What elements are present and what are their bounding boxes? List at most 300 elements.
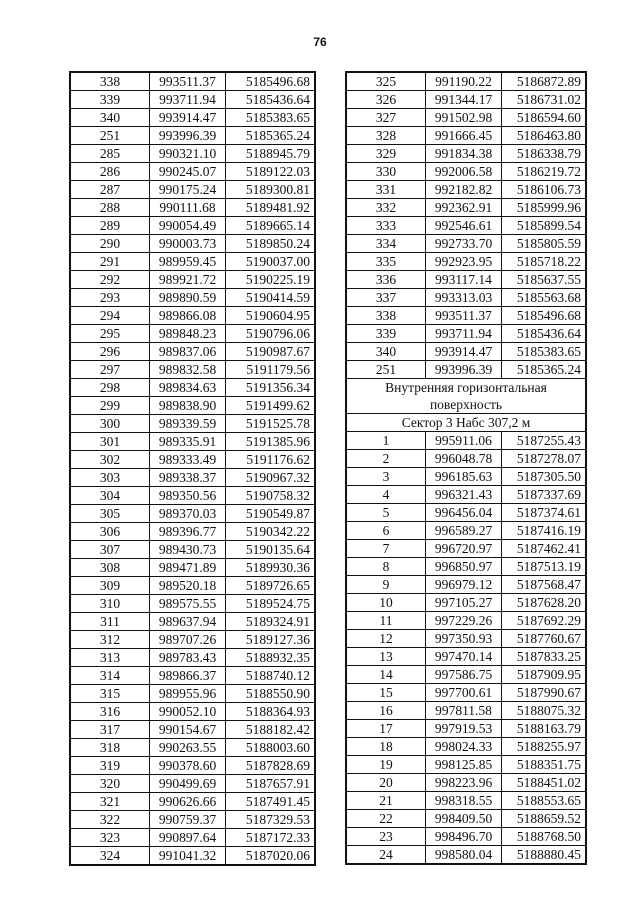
x-coordinate-cell: 989783.43: [150, 649, 226, 667]
y-coordinate-cell: 5185496.68: [502, 307, 587, 325]
x-coordinate-cell: 993914.47: [150, 109, 226, 127]
table-row: [70, 289, 315, 307]
section-title-line2: поверхность: [429, 397, 503, 412]
x-coordinate-cell: 989848.23: [150, 325, 226, 343]
right-table-body: [346, 72, 586, 864]
point-number-cell: 339: [70, 91, 150, 109]
x-coordinate-cell: 989837.06: [150, 343, 226, 361]
table-row: [70, 253, 315, 271]
table-row: [346, 612, 586, 630]
y-coordinate-cell: 5185365.24: [226, 127, 316, 145]
point-number-cell: 5: [346, 504, 426, 522]
point-number-cell: 320: [70, 775, 150, 793]
point-number-cell: 338: [346, 307, 426, 325]
point-number-cell: 327: [346, 109, 426, 127]
y-coordinate-cell: 5185718.22: [502, 253, 587, 271]
y-coordinate-cell: 5190987.67: [226, 343, 316, 361]
x-coordinate-cell: 989471.89: [150, 559, 226, 577]
y-coordinate-cell: 5187278.07: [502, 450, 587, 468]
y-coordinate-cell: 5187172.33: [226, 829, 316, 847]
y-coordinate-cell: 5187828.69: [226, 757, 316, 775]
point-number-cell: 299: [70, 397, 150, 415]
y-coordinate-cell: 5189850.24: [226, 235, 316, 253]
point-number-cell: 334: [346, 235, 426, 253]
table-row: [346, 468, 586, 486]
y-coordinate-cell: 5189665.14: [226, 217, 316, 235]
table-row: [346, 630, 586, 648]
table-row: [346, 307, 586, 325]
y-coordinate-cell: 5185496.68: [226, 72, 316, 91]
point-number-cell: 339: [346, 325, 426, 343]
x-coordinate-cell: 992733.70: [426, 235, 502, 253]
y-coordinate-cell: 5188182.42: [226, 721, 316, 739]
point-number-cell: 300: [70, 415, 150, 433]
y-coordinate-cell: 5189127.36: [226, 631, 316, 649]
x-coordinate-cell: 989866.08: [150, 307, 226, 325]
x-coordinate-cell: 997229.26: [426, 612, 502, 630]
point-number-cell: 297: [70, 361, 150, 379]
left-coordinates-table: [69, 71, 316, 866]
y-coordinate-cell: 5190135.64: [226, 541, 316, 559]
table-row: [70, 793, 315, 811]
x-coordinate-cell: 989350.56: [150, 487, 226, 505]
point-number-cell: 313: [70, 649, 150, 667]
point-number-cell: 291: [70, 253, 150, 271]
left-table-body: [70, 72, 315, 865]
point-number-cell: 335: [346, 253, 426, 271]
y-coordinate-cell: 5185805.59: [502, 235, 587, 253]
y-coordinate-cell: 5188364.93: [226, 703, 316, 721]
table-row: [346, 109, 586, 127]
table-row: [346, 810, 586, 828]
point-number-cell: 340: [346, 343, 426, 361]
x-coordinate-cell: 992923.95: [426, 253, 502, 271]
table-row: [346, 828, 586, 846]
table-row: [346, 558, 586, 576]
point-number-cell: 10: [346, 594, 426, 612]
x-coordinate-cell: 993511.37: [150, 72, 226, 91]
y-coordinate-cell: 5186731.02: [502, 91, 587, 109]
point-number-cell: 332: [346, 199, 426, 217]
table-row: [70, 739, 315, 757]
table-row: [70, 775, 315, 793]
table-row: [346, 684, 586, 702]
x-coordinate-cell: 989832.58: [150, 361, 226, 379]
point-number-cell: 287: [70, 181, 150, 199]
x-coordinate-cell: 997919.53: [426, 720, 502, 738]
table-row: [70, 307, 315, 325]
point-number-cell: 306: [70, 523, 150, 541]
point-number-cell: 14: [346, 666, 426, 684]
x-coordinate-cell: 990499.69: [150, 775, 226, 793]
point-number-cell: 2: [346, 450, 426, 468]
table-row: [70, 811, 315, 829]
y-coordinate-cell: 5190549.87: [226, 505, 316, 523]
section-title: [346, 379, 586, 414]
table-row: [346, 145, 586, 163]
y-coordinate-cell: 5191385.96: [226, 433, 316, 451]
x-coordinate-cell: 997470.14: [426, 648, 502, 666]
table-row: [346, 450, 586, 468]
point-number-cell: 251: [346, 361, 426, 379]
table-row: [70, 613, 315, 631]
y-coordinate-cell: 5188351.75: [502, 756, 587, 774]
point-number-cell: 18: [346, 738, 426, 756]
y-coordinate-cell: 5187329.53: [226, 811, 316, 829]
point-number-cell: 323: [70, 829, 150, 847]
point-number-cell: 309: [70, 577, 150, 595]
point-number-cell: 20: [346, 774, 426, 792]
x-coordinate-cell: 990175.24: [150, 181, 226, 199]
table-row: [70, 451, 315, 469]
x-coordinate-cell: 989338.37: [150, 469, 226, 487]
point-number-cell: 296: [70, 343, 150, 361]
y-coordinate-cell: 5187374.61: [502, 504, 587, 522]
x-coordinate-cell: 996321.43: [426, 486, 502, 504]
point-number-cell: 289: [70, 217, 150, 235]
x-coordinate-cell: 992006.58: [426, 163, 502, 181]
table-row: [346, 576, 586, 594]
table-row: [346, 540, 586, 558]
x-coordinate-cell: 996456.04: [426, 504, 502, 522]
table-row: [346, 181, 586, 199]
y-coordinate-cell: 5187760.67: [502, 630, 587, 648]
x-coordinate-cell: 998496.70: [426, 828, 502, 846]
section-title-line1: Внутренняя горизонтальная: [385, 380, 547, 395]
table-row: [346, 774, 586, 792]
y-coordinate-cell: 5191176.62: [226, 451, 316, 469]
table-row: [346, 235, 586, 253]
table-row: [346, 432, 586, 450]
point-number-cell: 316: [70, 703, 150, 721]
x-coordinate-cell: 993117.14: [426, 271, 502, 289]
table-row: [70, 145, 315, 163]
table-row: [70, 415, 315, 433]
point-number-cell: 325: [346, 72, 426, 91]
table-row: [346, 702, 586, 720]
point-number-cell: 15: [346, 684, 426, 702]
table-row: [346, 738, 586, 756]
x-coordinate-cell: 989339.59: [150, 415, 226, 433]
y-coordinate-cell: 5187833.25: [502, 648, 587, 666]
point-number-cell: 324: [70, 847, 150, 866]
point-number-cell: 322: [70, 811, 150, 829]
y-coordinate-cell: 5191356.34: [226, 379, 316, 397]
y-coordinate-cell: 5188550.90: [226, 685, 316, 703]
y-coordinate-cell: 5188255.97: [502, 738, 587, 756]
table-row: [70, 829, 315, 847]
x-coordinate-cell: 990111.68: [150, 199, 226, 217]
point-number-cell: 298: [70, 379, 150, 397]
x-coordinate-cell: 993914.47: [426, 343, 502, 361]
y-coordinate-cell: 5186338.79: [502, 145, 587, 163]
y-coordinate-cell: 5189726.65: [226, 577, 316, 595]
y-coordinate-cell: 5187909.95: [502, 666, 587, 684]
y-coordinate-cell: 5190758.32: [226, 487, 316, 505]
table-row: [70, 469, 315, 487]
table-row: [346, 72, 586, 91]
table-row: [346, 253, 586, 271]
point-number-cell: 328: [346, 127, 426, 145]
point-number-cell: 22: [346, 810, 426, 828]
x-coordinate-cell: 989959.45: [150, 253, 226, 271]
point-number-cell: 290: [70, 235, 150, 253]
x-coordinate-cell: 990245.07: [150, 163, 226, 181]
table-row: [70, 379, 315, 397]
x-coordinate-cell: 993313.03: [426, 289, 502, 307]
table-row: [346, 217, 586, 235]
point-number-cell: 311: [70, 613, 150, 631]
point-number-cell: 251: [70, 127, 150, 145]
point-number-cell: 337: [346, 289, 426, 307]
point-number-cell: 285: [70, 145, 150, 163]
point-number-cell: 326: [346, 91, 426, 109]
point-number-cell: 315: [70, 685, 150, 703]
table-row: [70, 631, 315, 649]
y-coordinate-cell: 5185436.64: [502, 325, 587, 343]
point-number-cell: 23: [346, 828, 426, 846]
table-row: [346, 289, 586, 307]
x-coordinate-cell: 996720.97: [426, 540, 502, 558]
y-coordinate-cell: 5187305.50: [502, 468, 587, 486]
y-coordinate-cell: 5190604.95: [226, 307, 316, 325]
x-coordinate-cell: 998318.55: [426, 792, 502, 810]
table-row: [70, 163, 315, 181]
y-coordinate-cell: 5185899.54: [502, 217, 587, 235]
x-coordinate-cell: 989370.03: [150, 505, 226, 523]
table-row: [70, 523, 315, 541]
point-number-cell: 310: [70, 595, 150, 613]
y-coordinate-cell: 5188451.02: [502, 774, 587, 792]
y-coordinate-cell: 5186463.80: [502, 127, 587, 145]
point-number-cell: 295: [70, 325, 150, 343]
x-coordinate-cell: 997105.27: [426, 594, 502, 612]
table-row: [346, 486, 586, 504]
right-coordinates-table: [345, 71, 587, 865]
section-title-row: [346, 379, 586, 414]
x-coordinate-cell: 992362.91: [426, 199, 502, 217]
point-number-cell: 21: [346, 792, 426, 810]
y-coordinate-cell: 5191525.78: [226, 415, 316, 433]
table-row: [70, 757, 315, 775]
y-coordinate-cell: 5187568.47: [502, 576, 587, 594]
point-number-cell: 294: [70, 307, 150, 325]
table-row: [70, 181, 315, 199]
table-row: [346, 756, 586, 774]
table-row: [70, 685, 315, 703]
table-row: [346, 271, 586, 289]
x-coordinate-cell: 989333.49: [150, 451, 226, 469]
x-coordinate-cell: 989838.90: [150, 397, 226, 415]
table-row: [70, 433, 315, 451]
x-coordinate-cell: 991344.17: [426, 91, 502, 109]
y-coordinate-cell: 5189524.75: [226, 595, 316, 613]
table-row: [70, 343, 315, 361]
x-coordinate-cell: 990052.10: [150, 703, 226, 721]
x-coordinate-cell: 995911.06: [426, 432, 502, 450]
y-coordinate-cell: 5190342.22: [226, 523, 316, 541]
table-row: [346, 325, 586, 343]
table-row: [346, 127, 586, 145]
y-coordinate-cell: 5187628.20: [502, 594, 587, 612]
x-coordinate-cell: 989890.59: [150, 289, 226, 307]
point-number-cell: 307: [70, 541, 150, 559]
point-number-cell: 318: [70, 739, 150, 757]
y-coordinate-cell: 5188659.52: [502, 810, 587, 828]
y-coordinate-cell: 5185563.68: [502, 289, 587, 307]
table-row: [70, 361, 315, 379]
point-number-cell: 13: [346, 648, 426, 666]
point-number-cell: 305: [70, 505, 150, 523]
y-coordinate-cell: 5187491.45: [226, 793, 316, 811]
point-number-cell: 321: [70, 793, 150, 811]
x-coordinate-cell: 998223.96: [426, 774, 502, 792]
x-coordinate-cell: 997350.93: [426, 630, 502, 648]
x-coordinate-cell: 998580.04: [426, 846, 502, 865]
page-number: 76: [313, 35, 327, 49]
point-number-cell: 304: [70, 487, 150, 505]
x-coordinate-cell: 990378.60: [150, 757, 226, 775]
x-coordinate-cell: 993711.94: [426, 325, 502, 343]
y-coordinate-cell: 5189122.03: [226, 163, 316, 181]
point-number-cell: 317: [70, 721, 150, 739]
x-coordinate-cell: 996048.78: [426, 450, 502, 468]
point-number-cell: 333: [346, 217, 426, 235]
y-coordinate-cell: 5188003.60: [226, 739, 316, 757]
table-row: [70, 199, 315, 217]
y-coordinate-cell: 5190796.06: [226, 325, 316, 343]
table-row: [70, 595, 315, 613]
x-coordinate-cell: 989834.63: [150, 379, 226, 397]
y-coordinate-cell: 5188932.35: [226, 649, 316, 667]
y-coordinate-cell: 5187255.43: [502, 432, 587, 450]
table-row: [70, 577, 315, 595]
table-row: [346, 361, 586, 379]
point-number-cell: 292: [70, 271, 150, 289]
x-coordinate-cell: 993996.39: [150, 127, 226, 145]
point-number-cell: 314: [70, 667, 150, 685]
y-coordinate-cell: 5188075.32: [502, 702, 587, 720]
y-coordinate-cell: 5188163.79: [502, 720, 587, 738]
x-coordinate-cell: 996979.12: [426, 576, 502, 594]
table-row: [70, 667, 315, 685]
x-coordinate-cell: 992546.61: [426, 217, 502, 235]
x-coordinate-cell: 990897.64: [150, 829, 226, 847]
y-coordinate-cell: 5186219.72: [502, 163, 587, 181]
table-row: [346, 504, 586, 522]
y-coordinate-cell: 5185383.65: [226, 109, 316, 127]
y-coordinate-cell: 5189324.91: [226, 613, 316, 631]
y-coordinate-cell: 5188880.45: [502, 846, 587, 865]
x-coordinate-cell: 989520.18: [150, 577, 226, 595]
y-coordinate-cell: 5185999.96: [502, 199, 587, 217]
y-coordinate-cell: 5188740.12: [226, 667, 316, 685]
y-coordinate-cell: 5190225.19: [226, 271, 316, 289]
table-row: [346, 91, 586, 109]
point-number-cell: 303: [70, 469, 150, 487]
x-coordinate-cell: 990054.49: [150, 217, 226, 235]
x-coordinate-cell: 996185.63: [426, 468, 502, 486]
table-row: [70, 271, 315, 289]
y-coordinate-cell: 5185436.64: [226, 91, 316, 109]
y-coordinate-cell: 5187337.69: [502, 486, 587, 504]
point-number-cell: 329: [346, 145, 426, 163]
point-number-cell: 24: [346, 846, 426, 865]
x-coordinate-cell: 990263.55: [150, 739, 226, 757]
y-coordinate-cell: 5187020.06: [226, 847, 316, 866]
x-coordinate-cell: 997586.75: [426, 666, 502, 684]
table-row: [346, 666, 586, 684]
point-number-cell: 11: [346, 612, 426, 630]
table-row: [70, 505, 315, 523]
table-row: [70, 541, 315, 559]
table-row: [70, 235, 315, 253]
y-coordinate-cell: 5185637.55: [502, 271, 587, 289]
y-coordinate-cell: 5186872.89: [502, 72, 587, 91]
x-coordinate-cell: 991502.98: [426, 109, 502, 127]
point-number-cell: 331: [346, 181, 426, 199]
x-coordinate-cell: 997700.61: [426, 684, 502, 702]
x-coordinate-cell: 990626.66: [150, 793, 226, 811]
point-number-cell: 8: [346, 558, 426, 576]
point-number-cell: 12: [346, 630, 426, 648]
point-number-cell: 340: [70, 109, 150, 127]
y-coordinate-cell: 5189930.36: [226, 559, 316, 577]
x-coordinate-cell: 991834.38: [426, 145, 502, 163]
table-row: [70, 847, 315, 866]
table-row: [346, 648, 586, 666]
x-coordinate-cell: 996589.27: [426, 522, 502, 540]
y-coordinate-cell: 5187416.19: [502, 522, 587, 540]
x-coordinate-cell: 993711.94: [150, 91, 226, 109]
table-row: [70, 127, 315, 145]
x-coordinate-cell: 998125.85: [426, 756, 502, 774]
x-coordinate-cell: 989866.37: [150, 667, 226, 685]
y-coordinate-cell: 5185383.65: [502, 343, 587, 361]
y-coordinate-cell: 5191179.56: [226, 361, 316, 379]
x-coordinate-cell: 989955.96: [150, 685, 226, 703]
y-coordinate-cell: 5187513.19: [502, 558, 587, 576]
x-coordinate-cell: 997811.58: [426, 702, 502, 720]
table-row: [346, 199, 586, 217]
table-row: [70, 559, 315, 577]
table-row: [346, 163, 586, 181]
y-coordinate-cell: 5188768.50: [502, 828, 587, 846]
x-coordinate-cell: 990321.10: [150, 145, 226, 163]
point-number-cell: 308: [70, 559, 150, 577]
y-coordinate-cell: 5186594.60: [502, 109, 587, 127]
point-number-cell: 4: [346, 486, 426, 504]
x-coordinate-cell: 991666.45: [426, 127, 502, 145]
point-number-cell: 319: [70, 757, 150, 775]
x-coordinate-cell: 990003.73: [150, 235, 226, 253]
table-row: [346, 792, 586, 810]
table-row: [70, 397, 315, 415]
table-row: [346, 522, 586, 540]
table-row: [70, 649, 315, 667]
y-coordinate-cell: 5187657.91: [226, 775, 316, 793]
y-coordinate-cell: 5188945.79: [226, 145, 316, 163]
table-row: [346, 594, 586, 612]
x-coordinate-cell: 992182.82: [426, 181, 502, 199]
x-coordinate-cell: 989575.55: [150, 595, 226, 613]
x-coordinate-cell: 998409.50: [426, 810, 502, 828]
point-number-cell: 9: [346, 576, 426, 594]
point-number-cell: 19: [346, 756, 426, 774]
table-row: [70, 325, 315, 343]
y-coordinate-cell: 5189300.81: [226, 181, 316, 199]
y-coordinate-cell: 5189481.92: [226, 199, 316, 217]
